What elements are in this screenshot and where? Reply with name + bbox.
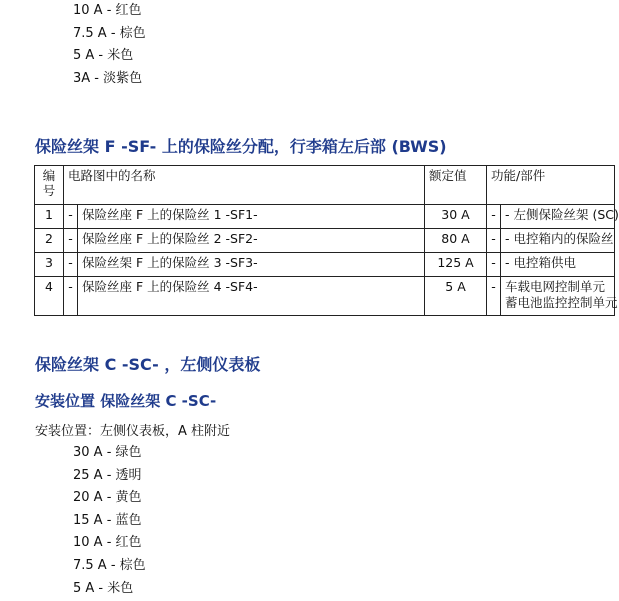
cell-dash: - <box>64 253 78 277</box>
legend-item: 7.5 A - 棕色 <box>73 557 146 573</box>
install-location-text: 安装位置：左侧仪表板，A 柱附近 <box>35 424 231 439</box>
legend-item: 30 A - 绿色 <box>73 445 142 460</box>
cell-rating: 5 A <box>425 277 487 316</box>
cell-rating: 30 A <box>425 205 487 229</box>
cell-name: 保险丝座 F 上的保险丝 2 -SF2- <box>78 229 425 253</box>
cell-num: 4 <box>35 277 64 316</box>
cell-function: - 电控箱内的保险丝 <box>501 229 615 253</box>
legend-item: 10 A - 红色 <box>73 3 142 18</box>
install-location-heading: 安装位置 保险丝架 C -SC- <box>35 392 217 410</box>
legend-item: 5 A - 米色 <box>73 48 134 64</box>
fuse-assignment-table <box>34 165 619 316</box>
table-row <box>35 277 615 316</box>
header-name: 电路图中的名称 <box>64 166 425 205</box>
function-line: 蓄电池监控控制单元 <box>505 295 618 310</box>
cell-name: 保险丝架 F 上的保险丝 3 -SF3- <box>78 253 425 277</box>
cell-function: - 电控箱供电 <box>501 253 615 277</box>
legend-item: 3A - 淡紫色 <box>73 70 143 86</box>
cell-rating: 80 A <box>425 229 487 253</box>
cell-dash: - <box>64 229 78 253</box>
cell-dash: - <box>487 253 501 277</box>
cell-function: - 左侧保险丝架 (SC) <box>501 205 615 229</box>
section-title-sf: 保险丝架 F -SF- 上的保险丝分配，行李箱左后部 (BWS) <box>35 137 447 156</box>
header-num: 编号 <box>35 166 64 205</box>
legend-item: 25 A - 透明 <box>73 467 142 483</box>
section-title-sc: 保险丝架 C -SC- ，左侧仪表板 <box>35 355 261 374</box>
cell-name: 保险丝座 F 上的保险丝 4 -SF4- <box>78 277 425 316</box>
cell-num: 1 <box>35 205 64 229</box>
cell-function <box>501 277 618 316</box>
legend-item: 15 A - 蓝色 <box>73 512 142 528</box>
cell-num: 3 <box>35 253 64 277</box>
cell-name: 保险丝座 F 上的保险丝 1 -SF1- <box>78 205 425 229</box>
table-row <box>35 205 615 229</box>
fuse-color-legend-bottom <box>73 442 146 600</box>
cell-dash: - <box>64 205 78 229</box>
cell-dash: - <box>487 229 501 253</box>
header-rating: 额定值 <box>425 166 487 205</box>
table-header-row <box>35 166 615 205</box>
legend-item: 10 A - 红色 <box>73 535 142 551</box>
cell-dash: - <box>487 205 501 229</box>
legend-item: 20 A - 黄色 <box>73 490 142 506</box>
cell-rating: 125 A <box>425 253 487 277</box>
cell-dash: - <box>64 277 78 316</box>
legend-item: 5 A - 米色 <box>73 580 134 596</box>
fuse-color-legend-top <box>73 0 146 90</box>
cell-dash: - <box>487 277 501 316</box>
table-row <box>35 253 615 277</box>
cell-num: 2 <box>35 229 64 253</box>
table-row <box>35 229 615 253</box>
function-line: 车载电网控制单元 <box>505 279 606 294</box>
legend-item: 7.5 A - 棕色 <box>73 25 146 41</box>
header-function: 功能/部件 <box>487 166 615 205</box>
